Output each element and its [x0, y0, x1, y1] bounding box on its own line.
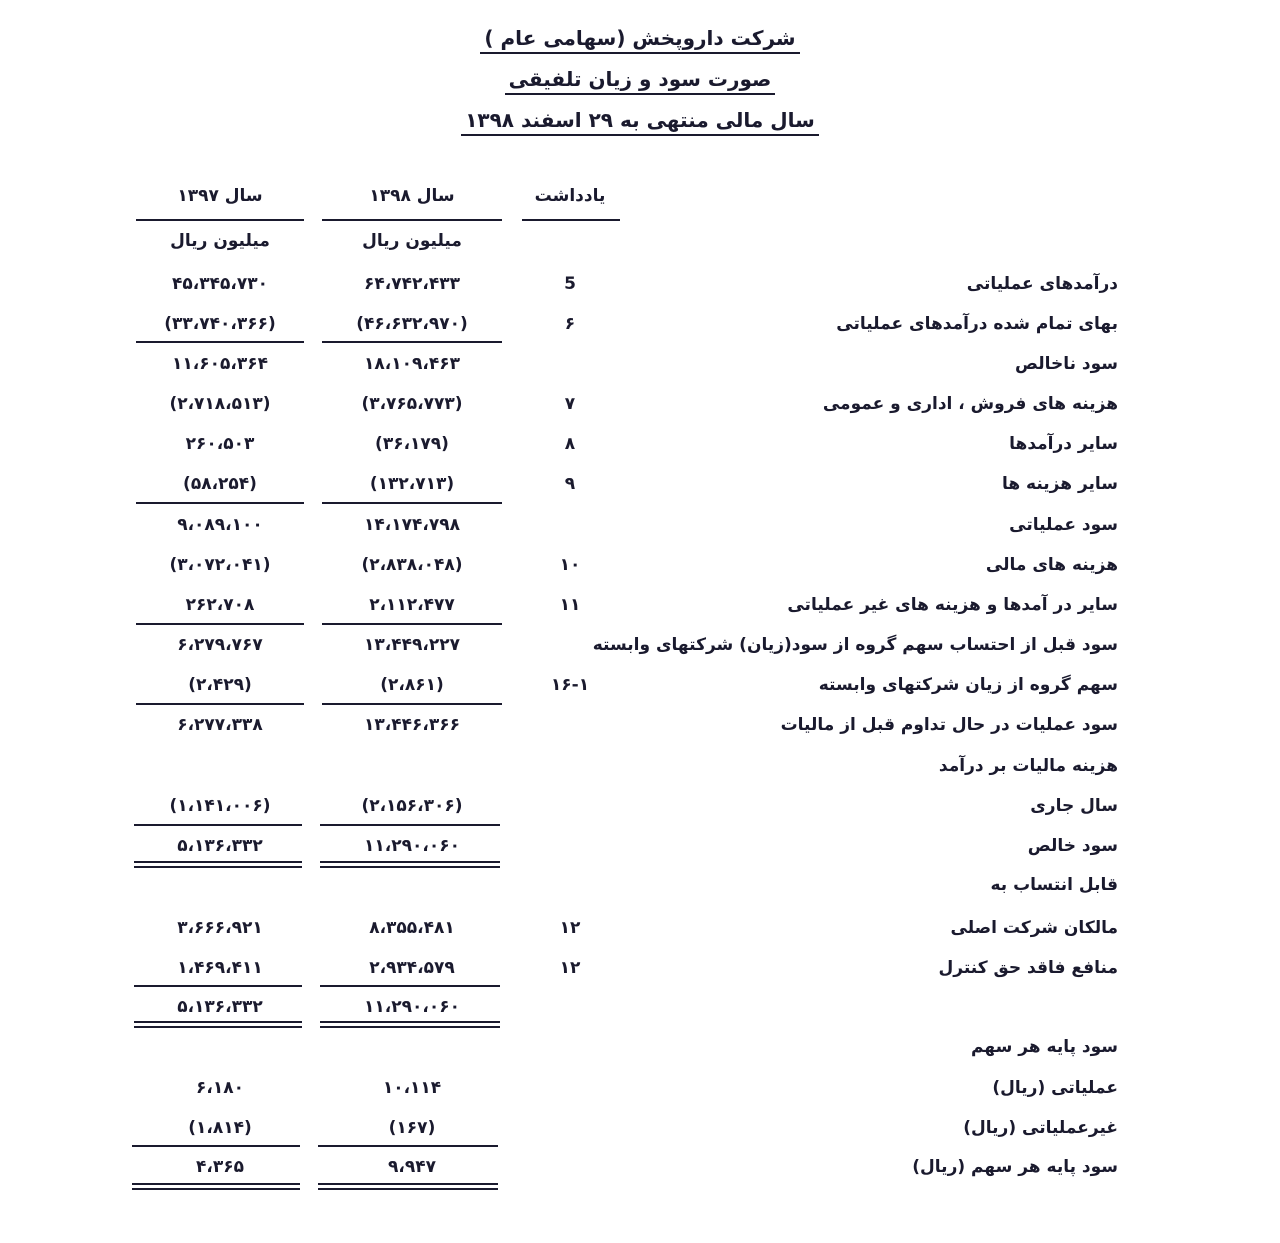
row-label: سال جاری	[1030, 796, 1118, 816]
row-label: سود خالص	[1027, 836, 1118, 856]
table-row	[0, 515, 1280, 545]
year-1398-header-rule	[322, 219, 502, 221]
table-row	[0, 875, 1280, 905]
row-label: بهای تمام شده درآمدهای عملیاتی	[836, 314, 1118, 334]
row-value-1397: (۱،۸۱۴)	[188, 1118, 252, 1138]
total-double-rule	[320, 861, 500, 863]
row-value-1398: (۲،۸۶۱)	[380, 675, 444, 695]
row-label: سود پایه هر سهم (ریال)	[912, 1157, 1118, 1177]
year-1397-header-rule	[136, 219, 304, 221]
row-value-1398: ۱۴،۱۷۴،۷۹۸	[364, 515, 460, 535]
table-row	[0, 918, 1280, 948]
row-value-1398: ۱۱،۲۹۰،۰۶۰	[364, 997, 460, 1017]
row-label: درآمدهای عملیاتی	[966, 274, 1118, 294]
row-value-1397: (۲،۷۱۸،۵۱۳)	[169, 394, 271, 414]
row-note: ۸	[564, 434, 576, 454]
year-1397-header: سال ۱۳۹۷	[177, 186, 263, 206]
unit-1397: میلیون ریال	[170, 231, 270, 251]
unit-1398: میلیون ریال	[362, 231, 462, 251]
row-value-1397: (۱،۱۴۱،۰۰۶)	[169, 796, 271, 816]
row-value-1397: ۲۶۲،۷۰۸	[185, 595, 255, 615]
row-value-1398: ۲،۹۳۴،۵۷۹	[369, 958, 455, 978]
row-note: ۹	[564, 474, 576, 494]
table-row	[0, 595, 1280, 625]
row-label: سود عملیاتی	[1009, 515, 1118, 535]
total-double-rule	[320, 1021, 500, 1023]
row-value-1397: ۹،۰۸۹،۱۰۰	[177, 515, 263, 535]
row-value-1398: (۱۶۷)	[388, 1118, 436, 1138]
row-label: سود پایه هر سهم	[971, 1037, 1118, 1057]
row-value-1398: ۱۸،۱۰۹،۴۶۳	[364, 354, 460, 374]
row-label: هزینه های مالی	[985, 555, 1118, 575]
row-value-1398: ۱۰،۱۱۴	[382, 1078, 442, 1098]
row-value-1397: (۳۳،۷۴۰،۳۶۶)	[164, 314, 276, 334]
year-1398-header: سال ۱۳۹۸	[369, 186, 455, 206]
subtotal-rule	[320, 985, 500, 987]
note-column-header: یادداشت	[534, 186, 606, 206]
row-label: قابل انتساب به	[990, 875, 1118, 895]
row-value-1397: ۵،۱۳۶،۳۳۲	[177, 836, 263, 856]
table-row	[0, 314, 1280, 344]
row-value-1398: (۱۳۲،۷۱۳)	[369, 474, 455, 494]
subtotal-rule	[134, 985, 302, 987]
row-note: ۱۲	[559, 918, 581, 938]
row-value-1398: ۱۳،۴۴۹،۲۲۷	[364, 635, 460, 655]
row-note: ۱۰	[559, 555, 581, 575]
table-row	[0, 274, 1280, 304]
row-label: غیرعملیاتی (ریال)	[963, 1118, 1118, 1138]
table-row	[0, 796, 1280, 826]
table-row	[0, 675, 1280, 705]
total-double-rule	[134, 861, 302, 863]
row-label: سود قبل از احتساب سهم گروه از سود(زیان) شرکتهای وابسته	[592, 635, 1118, 655]
subtotal-rule	[322, 502, 502, 504]
row-note: ۱۱	[559, 595, 581, 615]
subtotal-rule	[136, 502, 304, 504]
row-value-1398: (۴۶،۶۳۲،۹۷۰)	[356, 314, 468, 334]
row-value-1397: ۳،۶۶۶،۹۲۱	[177, 918, 263, 938]
row-label: سایر هزینه ها	[1001, 474, 1118, 494]
row-value-1397: ۱،۴۶۹،۴۱۱	[177, 958, 263, 978]
row-value-1398: (۳،۷۶۵،۷۷۳)	[361, 394, 463, 414]
row-value-1398: ۱۳،۴۴۶،۳۶۶	[364, 715, 460, 735]
table-row	[0, 756, 1280, 786]
row-value-1397: ۶،۲۷۷،۳۳۸	[177, 715, 263, 735]
subtotal-rule	[136, 623, 304, 625]
company-title-text: شرکت داروپخش (سهامی عام )	[480, 26, 799, 54]
table-row	[0, 635, 1280, 665]
row-note: 5	[564, 274, 576, 294]
table-row	[0, 354, 1280, 384]
subtotal-rule	[134, 824, 302, 826]
row-value-1398: ۲،۱۱۲،۴۷۷	[369, 595, 455, 615]
row-label: مالکان شرکت اصلی	[950, 918, 1118, 938]
subtotal-rule	[136, 341, 304, 343]
statement-title	[0, 67, 1280, 91]
table-row	[0, 474, 1280, 504]
subtotal-rule	[132, 1145, 300, 1147]
row-value-1397: (۲،۴۲۹)	[188, 675, 252, 695]
row-value-1397: ۶،۱۸۰	[196, 1078, 244, 1098]
table-row	[0, 1118, 1280, 1148]
subtotal-rule	[322, 703, 502, 705]
table-row	[0, 1078, 1280, 1108]
row-value-1397: ۴۵،۳۴۵،۷۳۰	[172, 274, 268, 294]
table-row	[0, 434, 1280, 464]
row-value-1397: ۵،۱۳۶،۳۳۲	[177, 997, 263, 1017]
row-note: ۱۲	[559, 958, 581, 978]
row-label: هزینه های فروش ، اداری و عمومی	[822, 394, 1118, 414]
row-value-1397: ۶،۲۷۹،۷۶۷	[177, 635, 263, 655]
company-title	[0, 26, 1280, 50]
row-note: ۷	[564, 394, 576, 414]
row-note: ۶	[564, 314, 576, 334]
table-row	[0, 555, 1280, 585]
note-header-rule	[522, 219, 620, 221]
subtotal-rule	[318, 1145, 498, 1147]
subtotal-rule	[322, 341, 502, 343]
table-row	[0, 715, 1280, 745]
row-note: ۱۶-۱	[550, 675, 590, 695]
total-double-rule	[134, 1021, 302, 1023]
row-label: سود عملیات در حال تداوم قبل از مالیات	[780, 715, 1118, 735]
period-title	[0, 108, 1280, 132]
row-label: سود ناخالص	[1015, 354, 1118, 374]
row-label: هزینه مالیات بر درآمد	[938, 756, 1118, 776]
statement-title-text: صورت سود و زیان تلفیقی	[505, 67, 776, 95]
row-label: عملیاتی (ریال)	[992, 1078, 1118, 1098]
total-double-rule	[132, 1183, 300, 1185]
row-value-1397: ۲۶۰،۵۰۳	[185, 434, 255, 454]
row-value-1397: ۴،۳۶۵	[196, 1157, 244, 1177]
row-label: منافع فاقد حق کنترل	[938, 958, 1118, 978]
row-value-1397: ۱۱،۶۰۵،۳۶۴	[172, 354, 268, 374]
table-row	[0, 958, 1280, 988]
table-row	[0, 1037, 1280, 1067]
subtotal-rule	[136, 703, 304, 705]
row-value-1398: (۲،۱۵۶،۳۰۶)	[361, 796, 463, 816]
period-title-text: سال مالی منتهی به ۲۹ اسفند ۱۳۹۸	[461, 108, 819, 136]
row-label: سایر در آمدها و هزینه های غیر عملیاتی	[787, 595, 1118, 615]
table-row	[0, 394, 1280, 424]
row-value-1398: ۱۱،۲۹۰،۰۶۰	[364, 836, 460, 856]
row-label: سایر درآمدها	[1009, 434, 1118, 454]
subtotal-rule	[320, 824, 500, 826]
row-value-1398: ۶۴،۷۴۲،۴۳۳	[364, 274, 460, 294]
row-value-1398: (۳۶،۱۷۹)	[375, 434, 449, 454]
total-double-rule	[318, 1183, 498, 1185]
row-value-1397: (۳،۰۷۲،۰۴۱)	[169, 555, 271, 575]
row-value-1398: (۲،۸۳۸،۰۴۸)	[361, 555, 463, 575]
row-value-1398: ۹،۹۴۷	[388, 1157, 436, 1177]
row-label: سهم گروه از زیان شرکتهای وابسته	[818, 675, 1118, 695]
row-value-1397: (۵۸،۲۵۴)	[183, 474, 257, 494]
row-value-1398: ۸،۳۵۵،۴۸۱	[369, 918, 455, 938]
subtotal-rule	[322, 623, 502, 625]
